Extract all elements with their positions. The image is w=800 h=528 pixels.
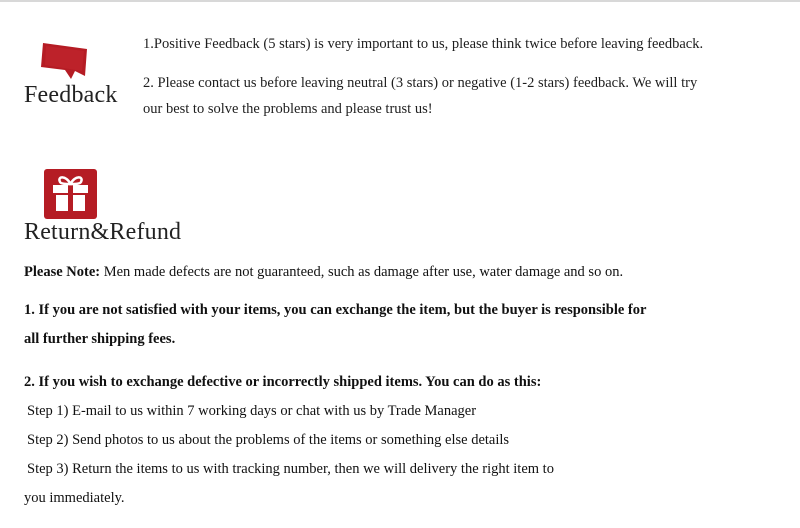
point-1-cont — [24, 331, 175, 348]
feedback-line-2: 2. Please contact us before leaving neutral (3 stars) or negative (1-2 stars) feedback. We will try — [143, 75, 698, 91]
point-1 — [24, 302, 646, 319]
step-3: Step 3) Return the items to us with tracking number, then we will delivery the right item to — [27, 461, 554, 477]
step-1: Step 1) E-mail to us within 7 working days or chat with us by Trade Manager — [27, 403, 477, 419]
feedback-heading: Feedback — [24, 82, 118, 108]
point-2-heading: 2. If you wish to exchange defective or incorrectly shipped items. You can do as this: — [24, 374, 542, 390]
point-1-line-2: all further shipping fees. — [24, 331, 176, 347]
feedback-line-2-cont: our best to solve the problems and please trust us! — [143, 101, 433, 117]
please-note-label: Please Note: — [24, 264, 101, 280]
red-flag-icon — [41, 40, 95, 80]
gift-icon — [44, 169, 97, 219]
point-2 — [24, 374, 541, 391]
please-note-text: Men made defects are not guaranteed, such as damage after use, water damage and so on. — [100, 264, 624, 280]
step-3-cont: you immediately. — [24, 490, 125, 506]
step-2: Step 2) Send photos to us about the problems of the items or something else details — [27, 432, 510, 448]
return-refund-heading: Return&Refund — [24, 219, 182, 245]
please-note — [24, 264, 623, 281]
point-1-line-1: 1. If you are not satisfied with your items, you can exchange the item, but the buyer is responsible for — [24, 302, 647, 318]
feedback-line-1: 1.Positive Feedback (5 stars) is very important to us, please think twice before leaving feedback. — [143, 36, 704, 52]
top-divider — [0, 0, 800, 2]
